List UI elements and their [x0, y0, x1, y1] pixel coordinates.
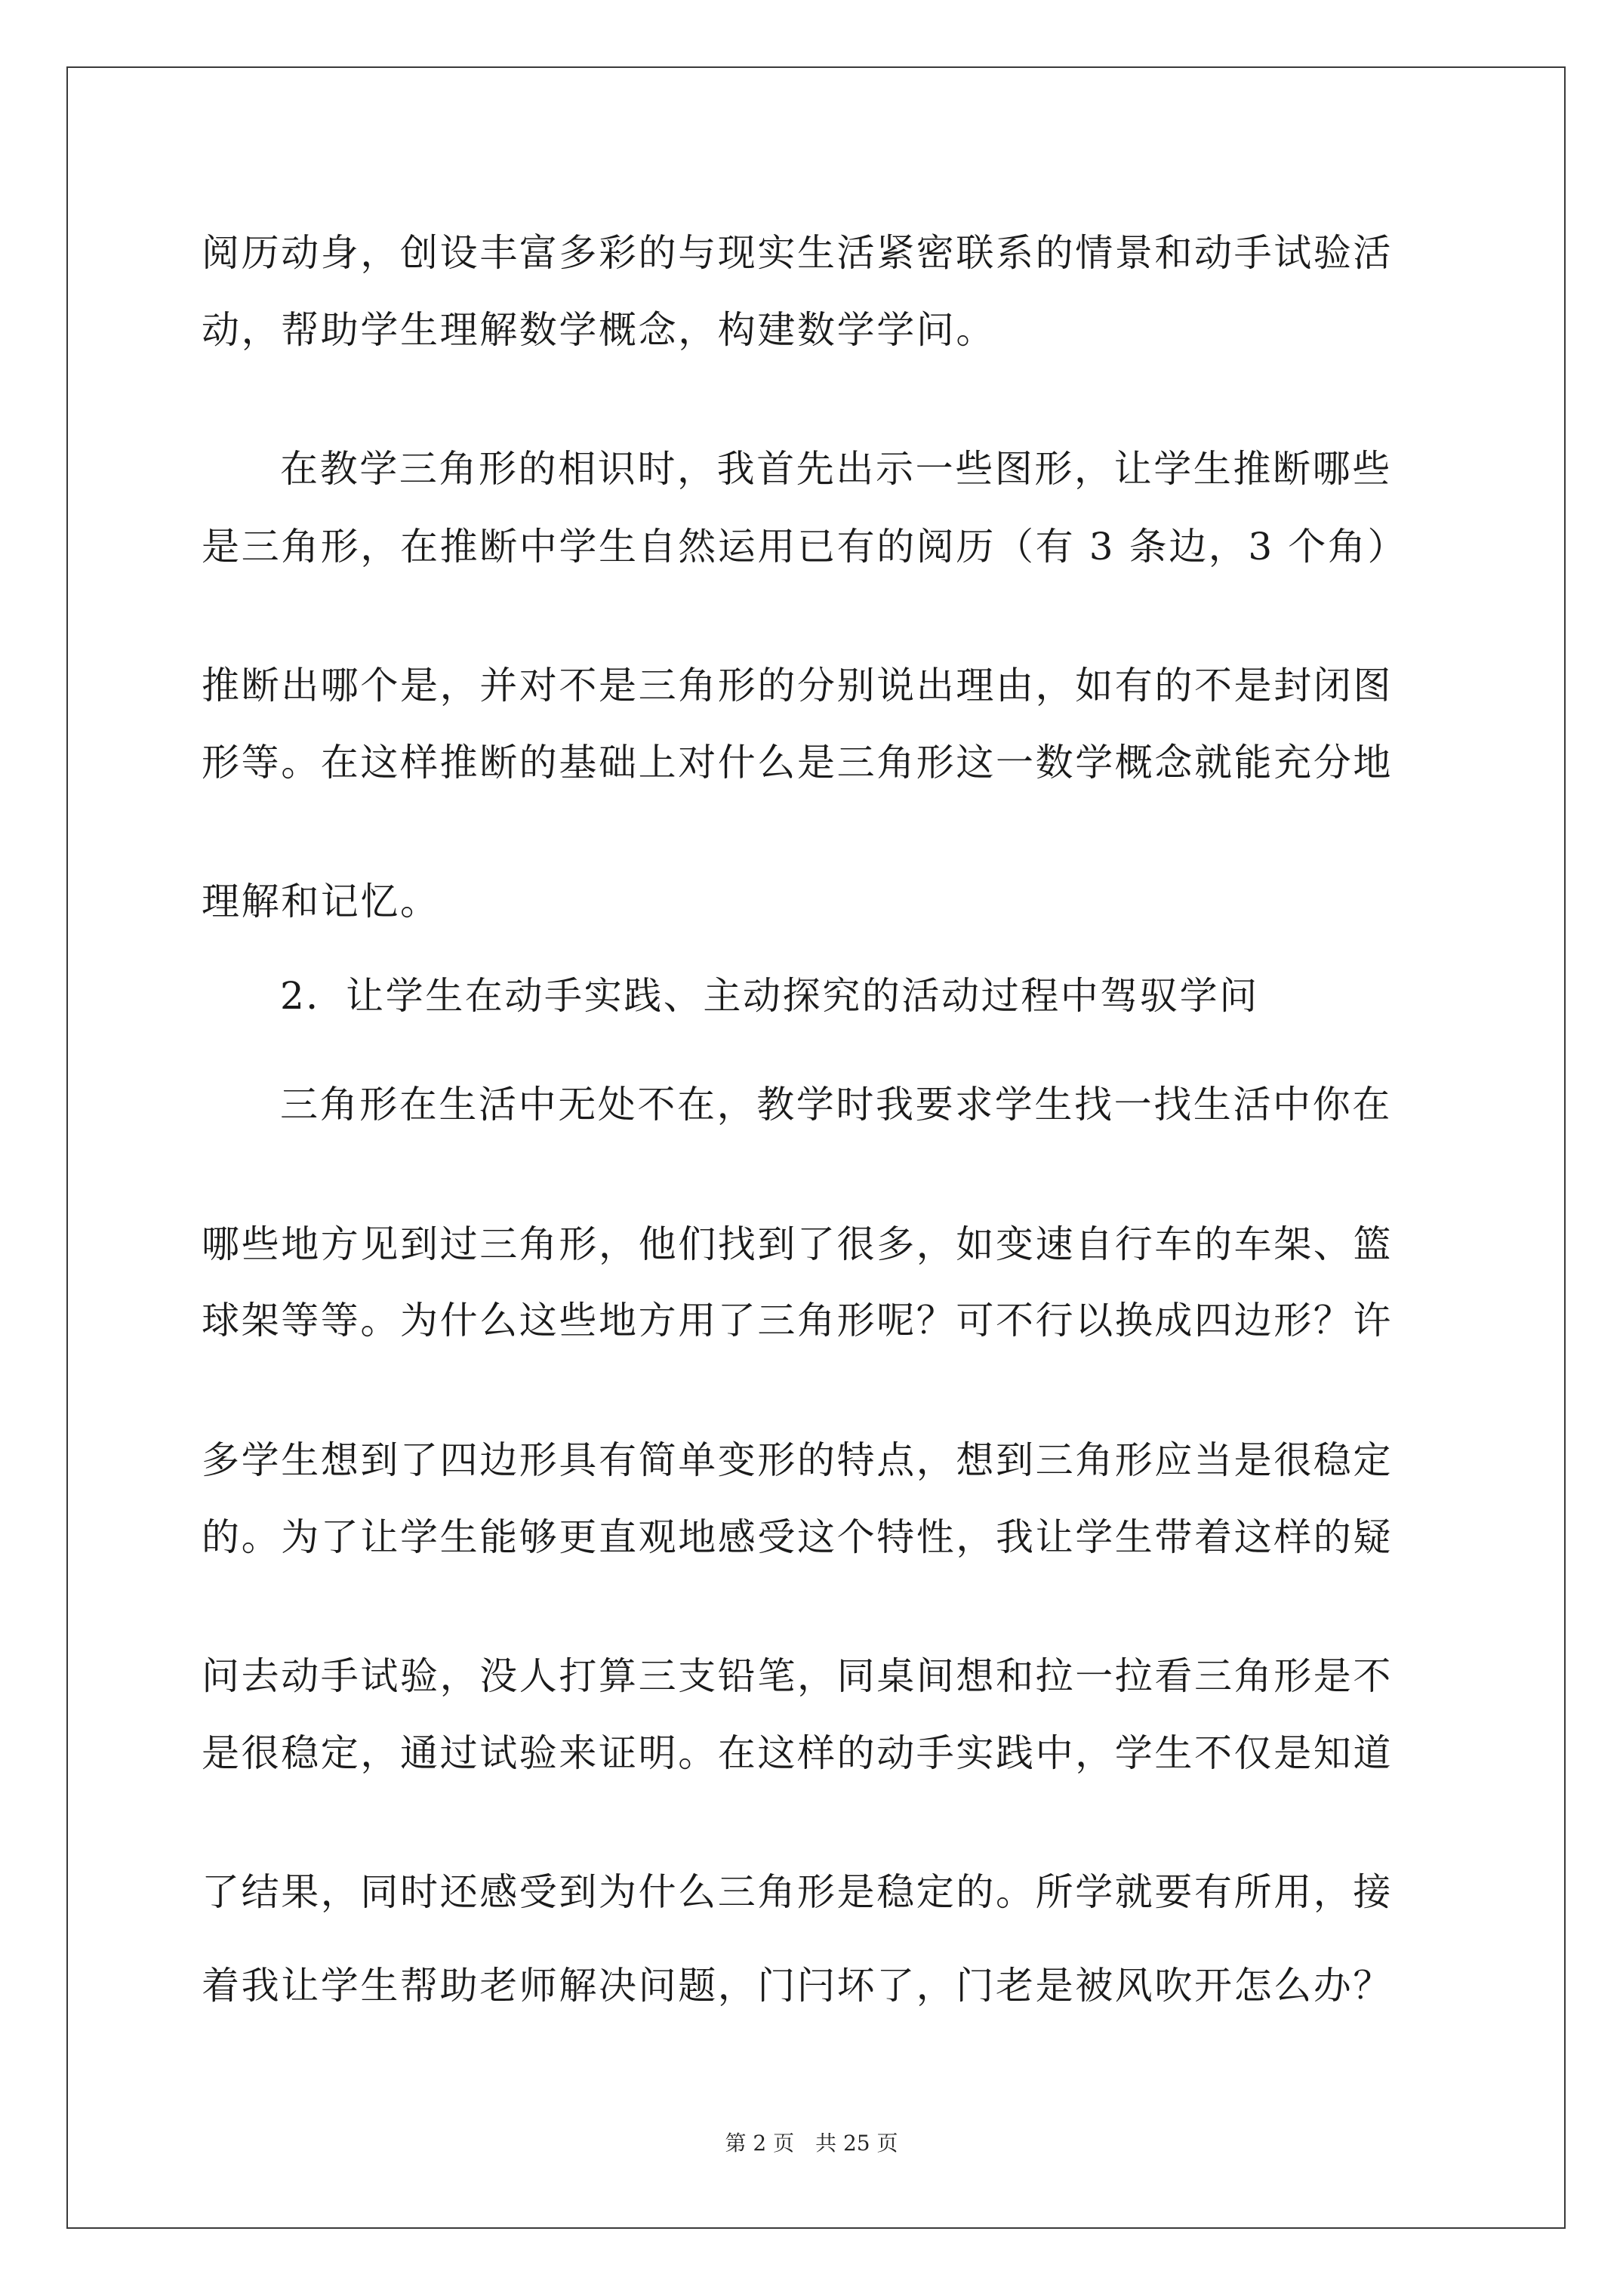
- text-line: 的。为了让学生能够更直观地感受这个特性，我让学生带着这样的疑: [202, 1515, 1393, 1559]
- text-line: 阅历动身，创设丰富多彩的与现实生活紧密联系的情景和动手试验活: [202, 231, 1393, 275]
- text-line: 问去动手试验，没人打算三支铅笔，同桌间想和拉一拉看三角形是不: [202, 1654, 1393, 1698]
- paragraph-start-line: 三角形在生活中无处不在，教学时我要求学生找一找生活中你在: [280, 1083, 1392, 1126]
- text-line: 理解和记忆。: [202, 880, 440, 923]
- text-line: 多学生想到了四边形具有简单变形的特点，想到三角形应当是很稳定: [202, 1438, 1393, 1482]
- text-line: 是三角形，在推断中学生自然运用已有的阅历（有 3 条边，3 个角）: [202, 525, 1408, 569]
- text-line: 着我让学生帮助老师解决问题，门闩坏了，门老是被风吹开怎么办？: [202, 1964, 1393, 2008]
- text-line: 推断出哪个是，并对不是三角形的分别说出理由，如有的不是封闭图: [202, 664, 1393, 707]
- text-line: 了结果，同时还感受到为什么三角形是稳定的。所学就要有所用，接: [202, 1870, 1393, 1914]
- text-line: 球架等等。为什么这些地方用了三角形呢？可不行以换成四边形？许: [202, 1299, 1393, 1342]
- section-heading: 2．让学生在动手实践、主动探究的活动过程中驾驭学问: [280, 974, 1259, 1018]
- page-number-footer: 第 2 页 共 25 页: [725, 2131, 898, 2156]
- text-line: 哪些地方见到过三角形，他们找到了很多，如变速自行车的车架、篮: [202, 1222, 1393, 1266]
- text-line: 形等。在这样推断的基础上对什么是三角形这一数学概念就能充分地: [202, 741, 1393, 784]
- text-line: 是很稳定，通过试验来证明。在这样的动手实践中，学生不仅是知道: [202, 1731, 1393, 1775]
- text-line: 动，帮助学生理解数学概念，构建数学学问。: [202, 308, 996, 352]
- paragraph-start-line: 在教学三角形的相识时，我首先出示一些图形，让学生推断哪些: [280, 447, 1392, 491]
